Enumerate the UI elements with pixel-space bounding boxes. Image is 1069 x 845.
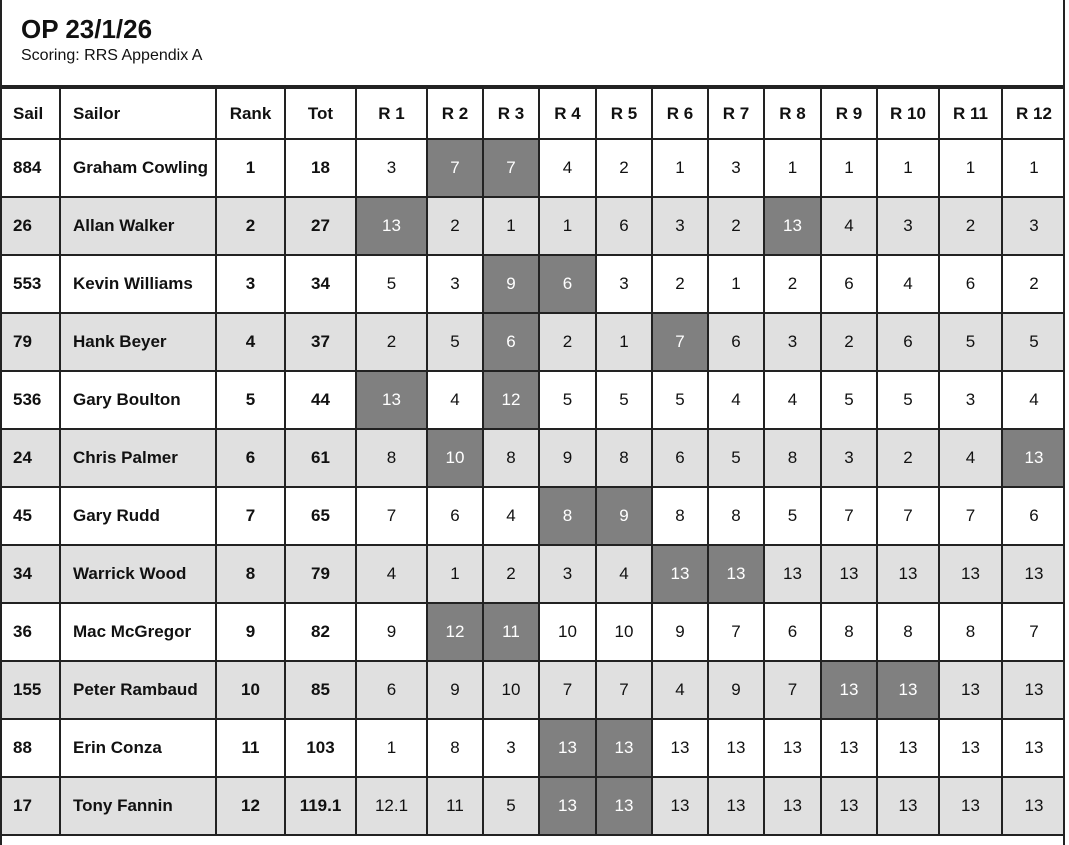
race-score-cell: 3 [1002,197,1065,255]
table-row [2,429,1065,487]
discarded-race-score-cell: 13 [596,777,652,835]
table-row [2,777,1065,835]
column-header: Rank [216,88,285,139]
race-score-cell: 3 [877,197,939,255]
race-score-cell: 6 [652,429,708,487]
race-score-cell: 3 [539,545,596,603]
race-score-cell: 1 [764,139,821,197]
race-score-cell: 7 [356,487,427,545]
race-score-cell: 5 [1002,313,1065,371]
race-score-cell: 4 [427,371,483,429]
race-score-cell: 13 [652,719,708,777]
race-score-cell: 5 [483,777,539,835]
race-score-cell: 13 [652,777,708,835]
race-score-cell: 3 [356,139,427,197]
race-score-cell: 8 [652,487,708,545]
table-row [2,719,1065,777]
table-row [2,603,1065,661]
table-row [2,255,1065,313]
race-score-cell: 4 [821,197,877,255]
race-score-cell: 8 [483,429,539,487]
total-cell: 27 [285,197,356,255]
scoring-subtitle: Scoring: RRS Appendix A [21,47,203,64]
race-score-cell: 4 [1002,371,1065,429]
race-score-cell: 13 [708,719,764,777]
results-header [2,0,1063,87]
race-score-cell: 11 [427,777,483,835]
total-cell: 65 [285,487,356,545]
race-score-cell: 5 [708,429,764,487]
race-score-cell: 13 [821,777,877,835]
race-score-cell: 13 [1002,719,1065,777]
race-score-cell: 3 [483,719,539,777]
discarded-race-score-cell: 13 [596,719,652,777]
discarded-race-score-cell: 13 [539,777,596,835]
sailor-name-cell: Peter Rambaud [60,661,216,719]
race-score-cell: 3 [652,197,708,255]
rank-cell: 12 [216,777,285,835]
sailor-name-cell: Tony Fannin [60,777,216,835]
total-cell: 103 [285,719,356,777]
sail-number-cell: 155 [2,661,60,719]
race-score-cell: 10 [596,603,652,661]
column-header: R 10 [877,88,939,139]
race-score-cell: 13 [939,661,1002,719]
race-score-cell: 2 [483,545,539,603]
race-score-cell: 2 [939,197,1002,255]
race-score-cell: 5 [652,371,708,429]
race-score-cell: 2 [821,313,877,371]
race-score-cell: 3 [939,371,1002,429]
rank-cell: 4 [216,313,285,371]
race-score-cell: 2 [1002,255,1065,313]
race-score-cell: 13 [764,777,821,835]
race-score-cell: 8 [821,603,877,661]
race-score-cell: 2 [652,255,708,313]
sailor-name-cell: Warrick Wood [60,545,216,603]
race-score-cell: 6 [877,313,939,371]
race-score-cell: 4 [877,255,939,313]
sail-number-cell: 553 [2,255,60,313]
total-cell: 61 [285,429,356,487]
column-header: R 12 [1002,88,1065,139]
sailor-name-cell: Mac McGregor [60,603,216,661]
race-score-cell: 10 [483,661,539,719]
race-score-cell: 7 [877,487,939,545]
total-cell: 79 [285,545,356,603]
rank-cell: 7 [216,487,285,545]
discarded-race-score-cell: 6 [483,313,539,371]
race-score-cell: 6 [427,487,483,545]
table-row [2,197,1065,255]
race-score-cell: 2 [539,313,596,371]
column-header: R 2 [427,88,483,139]
race-score-cell: 1 [539,197,596,255]
discarded-race-score-cell: 7 [427,139,483,197]
race-score-cell: 9 [427,661,483,719]
race-score-cell: 8 [877,603,939,661]
race-score-cell: 7 [821,487,877,545]
discarded-race-score-cell: 13 [764,197,821,255]
sailor-name-cell: Chris Palmer [60,429,216,487]
total-cell: 44 [285,371,356,429]
discarded-race-score-cell: 13 [652,545,708,603]
race-score-cell: 13 [764,545,821,603]
race-score-cell: 2 [596,139,652,197]
race-score-cell: 6 [1002,487,1065,545]
sailor-name-cell: Allan Walker [60,197,216,255]
page-title: OP 23/1/26 [21,14,153,44]
race-score-cell: 1 [427,545,483,603]
race-score-cell: 8 [356,429,427,487]
race-score-cell: 8 [596,429,652,487]
race-score-cell: 8 [764,429,821,487]
race-score-cell: 13 [1002,545,1065,603]
discarded-race-score-cell: 7 [652,313,708,371]
table-header-row [2,88,1065,139]
column-header: R 8 [764,88,821,139]
sailor-name-cell: Erin Conza [60,719,216,777]
column-header: Sail [2,88,60,139]
race-score-cell: 9 [708,661,764,719]
table-row [2,371,1065,429]
race-score-cell: 1 [652,139,708,197]
discarded-race-score-cell: 12 [427,603,483,661]
race-score-cell: 13 [939,777,1002,835]
race-score-cell: 13 [821,545,877,603]
discarded-race-score-cell: 13 [356,197,427,255]
race-score-cell: 9 [539,429,596,487]
discarded-race-score-cell: 8 [539,487,596,545]
race-score-cell: 3 [708,139,764,197]
race-score-cell: 3 [764,313,821,371]
race-score-cell: 7 [939,487,1002,545]
column-header: R 4 [539,88,596,139]
race-score-cell: 8 [708,487,764,545]
race-score-cell: 6 [821,255,877,313]
sailor-name-cell: Graham Cowling [60,139,216,197]
discarded-race-score-cell: 13 [356,371,427,429]
discarded-race-score-cell: 13 [708,545,764,603]
column-header: R 3 [483,88,539,139]
total-cell: 18 [285,139,356,197]
rank-cell: 8 [216,545,285,603]
sail-number-cell: 34 [2,545,60,603]
race-score-cell: 3 [596,255,652,313]
race-score-cell: 6 [356,661,427,719]
discarded-race-score-cell: 9 [483,255,539,313]
total-cell: 34 [285,255,356,313]
race-score-cell: 6 [939,255,1002,313]
race-score-cell: 4 [596,545,652,603]
column-header: Tot [285,88,356,139]
race-score-cell: 1 [708,255,764,313]
total-cell: 119.1 [285,777,356,835]
race-score-cell: 4 [483,487,539,545]
sail-number-cell: 17 [2,777,60,835]
race-score-cell: 2 [764,255,821,313]
sail-number-cell: 24 [2,429,60,487]
discarded-race-score-cell: 13 [821,661,877,719]
discarded-race-score-cell: 11 [483,603,539,661]
race-score-cell: 2 [427,197,483,255]
discarded-race-score-cell: 13 [539,719,596,777]
table-row [2,487,1065,545]
race-score-cell: 7 [764,661,821,719]
discarded-race-score-cell: 12 [483,371,539,429]
race-score-cell: 7 [539,661,596,719]
sailor-name-cell: Kevin Williams [60,255,216,313]
race-score-cell: 13 [821,719,877,777]
race-score-cell: 6 [708,313,764,371]
race-score-cell: 7 [596,661,652,719]
race-score-cell: 7 [1002,603,1065,661]
column-header: R 6 [652,88,708,139]
race-score-cell: 8 [939,603,1002,661]
race-score-cell: 5 [939,313,1002,371]
column-header: R 9 [821,88,877,139]
race-score-cell: 13 [877,719,939,777]
rank-cell: 6 [216,429,285,487]
race-score-cell: 4 [708,371,764,429]
sailor-name-cell: Gary Boulton [60,371,216,429]
total-cell: 37 [285,313,356,371]
race-score-cell: 1 [1002,139,1065,197]
race-score-cell: 6 [596,197,652,255]
race-score-cell: 9 [356,603,427,661]
race-score-cell: 7 [708,603,764,661]
race-score-cell: 6 [764,603,821,661]
race-score-cell: 1 [821,139,877,197]
race-score-cell: 3 [821,429,877,487]
total-cell: 85 [285,661,356,719]
discarded-race-score-cell: 13 [1002,429,1065,487]
race-score-cell: 1 [939,139,1002,197]
race-score-cell: 13 [939,719,1002,777]
sailor-name-cell: Gary Rudd [60,487,216,545]
race-score-cell: 13 [708,777,764,835]
race-score-cell: 9 [652,603,708,661]
discarded-race-score-cell: 10 [427,429,483,487]
race-score-cell: 1 [596,313,652,371]
table-row [2,139,1065,197]
race-score-cell: 2 [708,197,764,255]
sail-number-cell: 45 [2,487,60,545]
race-score-cell: 13 [939,545,1002,603]
discarded-race-score-cell: 7 [483,139,539,197]
race-score-cell: 2 [877,429,939,487]
table-body [2,139,1065,835]
sail-number-cell: 884 [2,139,60,197]
race-score-cell: 5 [356,255,427,313]
race-score-cell: 3 [427,255,483,313]
race-score-cell: 8 [427,719,483,777]
race-score-cell: 10 [539,603,596,661]
race-score-cell: 4 [652,661,708,719]
discarded-race-score-cell: 6 [539,255,596,313]
race-score-cell: 12.1 [356,777,427,835]
race-score-cell: 1 [356,719,427,777]
rank-cell: 1 [216,139,285,197]
sail-number-cell: 79 [2,313,60,371]
race-score-cell: 5 [596,371,652,429]
race-score-cell: 5 [877,371,939,429]
race-score-cell: 5 [539,371,596,429]
race-score-cell: 4 [939,429,1002,487]
table-row [2,661,1065,719]
race-score-cell: 13 [1002,661,1065,719]
race-score-cell: 13 [877,777,939,835]
table-row [2,545,1065,603]
race-score-cell: 5 [427,313,483,371]
race-score-cell: 1 [877,139,939,197]
rank-cell: 9 [216,603,285,661]
sail-number-cell: 36 [2,603,60,661]
column-header: R 11 [939,88,1002,139]
race-score-cell: 13 [1002,777,1065,835]
race-score-cell: 1 [483,197,539,255]
race-score-cell: 13 [877,545,939,603]
rank-cell: 5 [216,371,285,429]
sail-number-cell: 26 [2,197,60,255]
race-score-cell: 13 [764,719,821,777]
table-row [2,313,1065,371]
column-header: R 5 [596,88,652,139]
sail-number-cell: 88 [2,719,60,777]
column-header: R 1 [356,88,427,139]
column-header: Sailor [60,88,216,139]
rank-cell: 10 [216,661,285,719]
column-header: R 7 [708,88,764,139]
rank-cell: 11 [216,719,285,777]
discarded-race-score-cell: 9 [596,487,652,545]
rank-cell: 2 [216,197,285,255]
race-score-cell: 5 [764,487,821,545]
total-cell: 82 [285,603,356,661]
race-score-cell: 4 [539,139,596,197]
race-score-cell: 5 [821,371,877,429]
race-score-cell: 2 [356,313,427,371]
race-score-cell: 4 [356,545,427,603]
sail-number-cell: 536 [2,371,60,429]
rank-cell: 3 [216,255,285,313]
race-score-cell: 4 [764,371,821,429]
sailor-name-cell: Hank Beyer [60,313,216,371]
results-table [2,87,1065,836]
discarded-race-score-cell: 13 [877,661,939,719]
